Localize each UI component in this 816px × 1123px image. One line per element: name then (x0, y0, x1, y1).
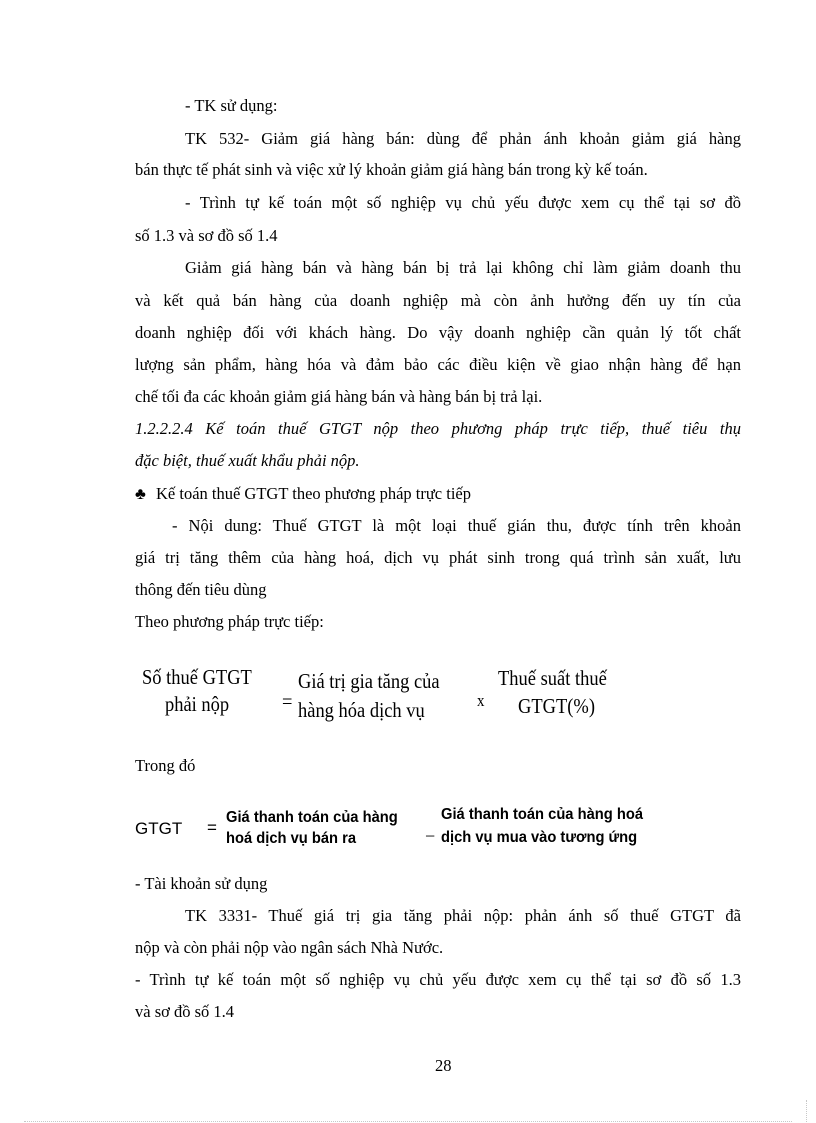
formula1-rhs-line2: GTGT(%) (518, 694, 595, 718)
formula1-lhs-line2: phải nộp (165, 692, 230, 716)
paragraph-discount-line5: chế tối đa các khoản giảm giá hàng bán và hàng bán bị trả lại. (135, 387, 543, 406)
formula1-rhs-line1: Thuế suất thuế (498, 666, 607, 690)
paragraph-discount-line2: và kết quả bán hàng của doanh nghiệp mà còn ảnh hưởng đến uy tín của (135, 291, 741, 310)
subheading-vat-direct: Kế toán thuế GTGT theo phương pháp trực tiếp (156, 484, 471, 503)
paragraph-tk532-line1: TK 532- Giảm giá hàng bán: dùng để phản ánh khoản giảm giá hàng (185, 129, 741, 148)
formula2-b-line1: Giá thanh toán của hàng hoá (441, 806, 644, 823)
paragraph-sequence-line1: - Trình tự kế toán một số nghiệp vụ chủ yếu được xem cụ thể tại sơ đồ (185, 193, 741, 212)
formula2-lhs: GTGT (135, 819, 183, 838)
paragraph-tk3331-line1: TK 3331- Thuế giá trị gia tăng phải nộp: phản ánh số thuế GTGT đã (185, 906, 741, 925)
formula2-a-line1: Giá thanh toán của hàng (226, 809, 398, 826)
paragraph-where: Trong đó (135, 756, 196, 775)
paragraph-tk532-line2: bán thực tế phát sinh và việc xử lý khoản giảm giá hàng bán trong kỳ kế toán. (135, 160, 648, 179)
formula2-a-line2: hoá dịch vụ bán ra (226, 830, 357, 847)
page-border-bottom (24, 1121, 792, 1122)
paragraph-content-line3: thông đến tiêu dùng (135, 580, 267, 599)
formula1-lhs-line1: Số thuế GTGT (142, 665, 252, 689)
paragraph-sequence-line2: số 1.3 và sơ đồ số 1.4 (135, 226, 278, 245)
paragraph-discount-line4: lượng sản phẩm, hàng hóa và đảm bảo các điều kiện về giao nhận hàng để hạn (135, 355, 741, 374)
page-number: 28 (435, 1056, 452, 1075)
paragraph-tk3331-line2: nộp và còn phải nộp vào ngân sách Nhà Nước. (135, 938, 444, 957)
paragraph-content-line1: - Nội dung: Thuế GTGT là một loại thuế gián thu, được tính trên khoản (172, 516, 741, 535)
paragraph-account-used: - Tài khoản sử dụng (135, 874, 268, 893)
paragraph-discount-line3: doanh nghiệp đối với khách hàng. Do vậy doanh nghiệp cần quản lý tốt chất (135, 323, 741, 342)
formula1-multiply: x (477, 691, 485, 710)
formula1-mid-line1: Giá trị gia tăng của (298, 669, 440, 693)
paragraph-tk-heading: - TK sử dụng: (185, 96, 278, 115)
paragraph-discount-line1: Giảm giá hàng bán và hàng bán bị trả lại không chỉ làm giảm doanh thu (185, 258, 741, 277)
paragraph-content-line2: giá trị tăng thêm của hàng hoá, dịch vụ phát sinh trong quá trình sản xuất, lưu (135, 548, 741, 567)
paragraph-direct-method: Theo phương pháp trực tiếp: (135, 612, 324, 631)
paragraph-sequence2-line2: và sơ đồ số 1.4 (135, 1002, 235, 1021)
section-heading-line2: đặc biệt, thuế xuất khẩu phải nộp. (135, 451, 360, 470)
formula2-b-line2: dịch vụ mua vào tương ứng (441, 829, 638, 846)
formula1-mid-line2: hàng hóa dịch vụ (298, 698, 425, 722)
club-bullet-icon: ♣ (135, 484, 146, 503)
formula1-equals: = (282, 689, 293, 713)
formula2-equals: = (207, 818, 217, 837)
page-border-right (806, 1100, 807, 1122)
formula2-minus: − (425, 826, 436, 846)
paragraph-sequence2-line1: - Trình tự kế toán một số nghiệp vụ chủ yếu được xem cụ thể tại sơ đồ số 1.3 (135, 970, 741, 989)
section-heading-line1: 1.2.2.2.4 Kế toán thuế GTGT nộp theo phương pháp trực tiếp, thuế tiêu thụ (135, 419, 741, 438)
